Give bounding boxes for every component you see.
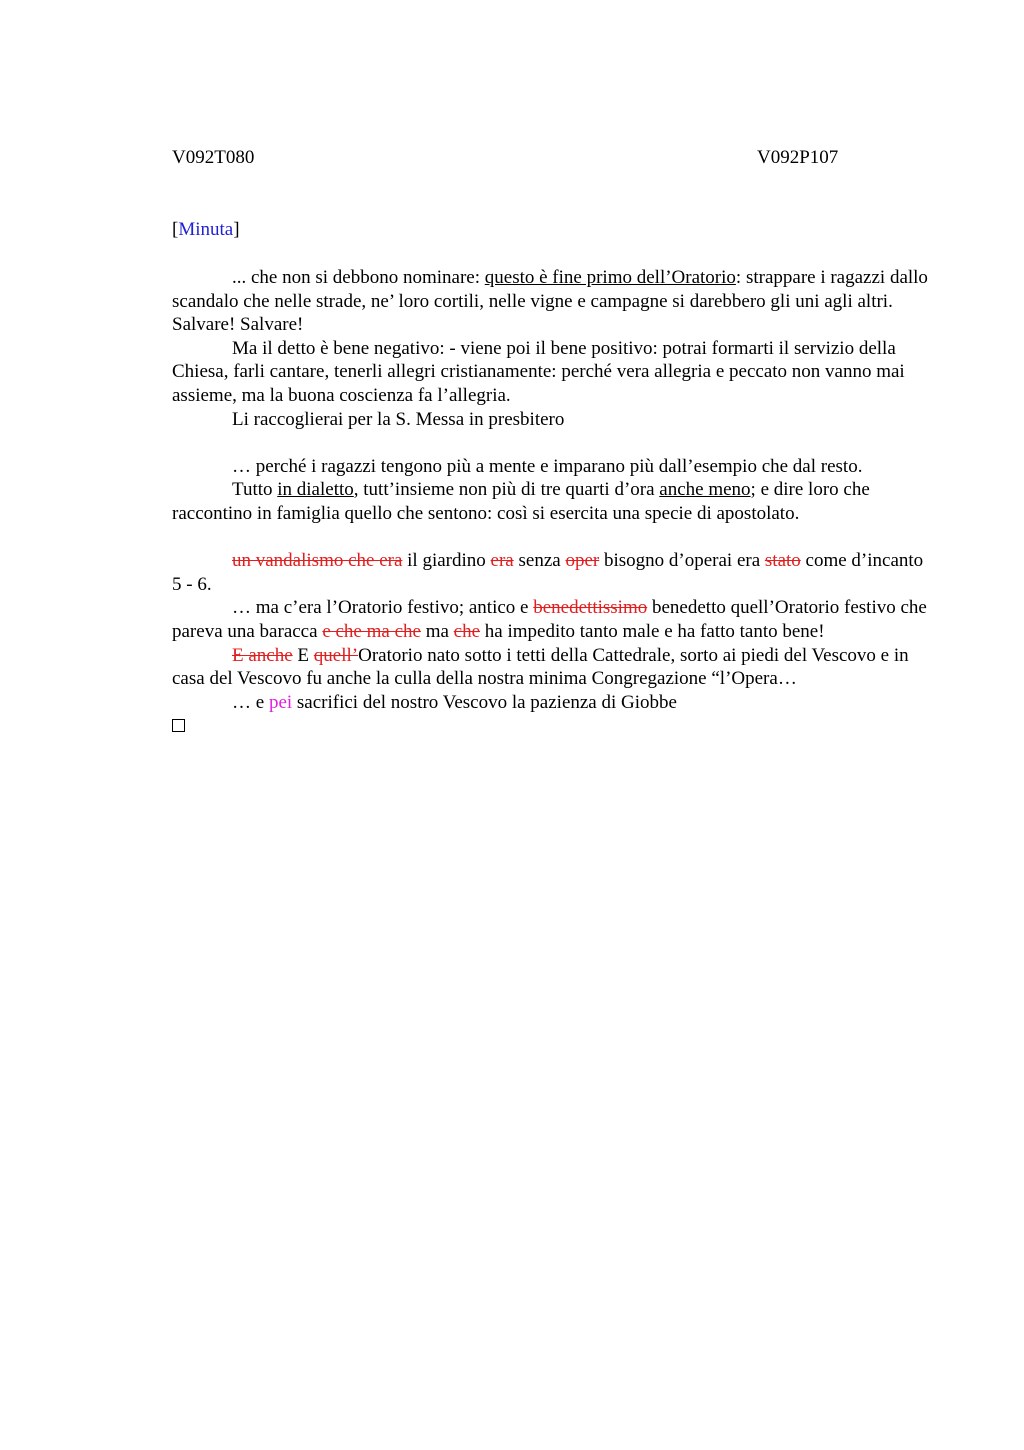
document-page bbox=[172, 146, 932, 738]
end-marker bbox=[172, 714, 932, 738]
deleted-text: e che ma che bbox=[322, 620, 421, 642]
text-run: E bbox=[292, 644, 314, 666]
text-run: benedetto quell’Oratorio festivo che pareva una baracca bbox=[172, 597, 927, 642]
deleted-text: che bbox=[453, 620, 481, 642]
paragraph-2: Ma il detto è bene negativo: - viene poi il bene positivo: potrai formarti il servizio della Chiesa, farli cantare, tenerli allegri cristianamente: perché vera allegria e peccato non vanno mai assieme, ma la buona coscienza fa l’allegria. bbox=[172, 337, 905, 406]
deleted-text: era bbox=[490, 550, 514, 572]
label-close-bracket: ] bbox=[233, 219, 240, 240]
label-open-bracket: [ bbox=[172, 219, 179, 240]
deleted-text: stato bbox=[764, 550, 801, 572]
deleted-text: un vandalismo che era bbox=[232, 550, 403, 572]
paragraph-9 bbox=[172, 691, 932, 715]
paragraph-7 bbox=[172, 596, 932, 643]
section-label bbox=[172, 218, 932, 242]
text-run: : strappare i ragazzi dallo scandalo che nelle strade, ne’ loro cortili, nelle vigne e campagne si darebbero gli uni agli altri. Salvare! Salvare! bbox=[172, 267, 928, 336]
text-run: ma bbox=[420, 620, 454, 642]
paragraph-5 bbox=[172, 478, 932, 525]
paragraph-8 bbox=[172, 644, 932, 691]
deleted-text: oper bbox=[565, 550, 600, 572]
paragraph-4: … perché i ragazzi tengono più a mente e imparano più dall’esempio che dal resto. bbox=[232, 455, 863, 477]
underlined-text: in dialetto bbox=[277, 479, 354, 501]
text-run: ; e dire loro che raccontino in famiglia quello che sentono: così si esercita una specie di apostolato. bbox=[172, 479, 870, 524]
empty-square-icon bbox=[172, 719, 185, 732]
deleted-text: benedettissimo bbox=[533, 597, 648, 619]
text-run: , tutt’insieme non più di tre quarti d’ora bbox=[353, 479, 660, 501]
text-run: ha impedito tanto male e ha fatto tanto bene! bbox=[480, 620, 825, 642]
underlined-text: anche meno bbox=[659, 479, 751, 501]
paragraph-1 bbox=[172, 266, 932, 337]
header bbox=[172, 146, 932, 170]
label-text: Minuta bbox=[178, 219, 234, 240]
highlighted-text: pei bbox=[268, 691, 293, 713]
paragraph-6 bbox=[172, 549, 932, 596]
text-run: … ma c’era l’Oratorio festivo; antico e bbox=[232, 597, 534, 619]
text-run: bisogno d’operai era bbox=[599, 550, 765, 572]
text-run: come d’incanto 5 - 6. bbox=[172, 550, 924, 595]
deleted-text: E anche bbox=[232, 644, 293, 666]
text-run: Oratorio nato sotto i tetti della Cattedrale, sorto ai piedi del Vescovo e in casa del Vescovo fu anche la culla della nostra minima Congregazione “l’Opera… bbox=[172, 644, 909, 690]
text-run: ... che non si debbono nominare: bbox=[232, 267, 485, 288]
text-run: … e bbox=[232, 691, 269, 713]
text-run: Tutto bbox=[232, 479, 278, 501]
deleted-text: quell’ bbox=[313, 644, 359, 666]
text-run: il giardino bbox=[402, 550, 491, 572]
underlined-text: questo è fine primo dell’Oratorio bbox=[484, 267, 736, 288]
document-code-left: V092T080 bbox=[172, 147, 255, 168]
document-code-right: V092P107 bbox=[757, 147, 839, 168]
text-run: sacrifici del nostro Vescovo la pazienza di Giobbe bbox=[292, 691, 677, 713]
paragraph-3: Li raccoglierai per la S. Messa in presbitero bbox=[232, 408, 565, 430]
text-run: senza bbox=[513, 550, 566, 572]
